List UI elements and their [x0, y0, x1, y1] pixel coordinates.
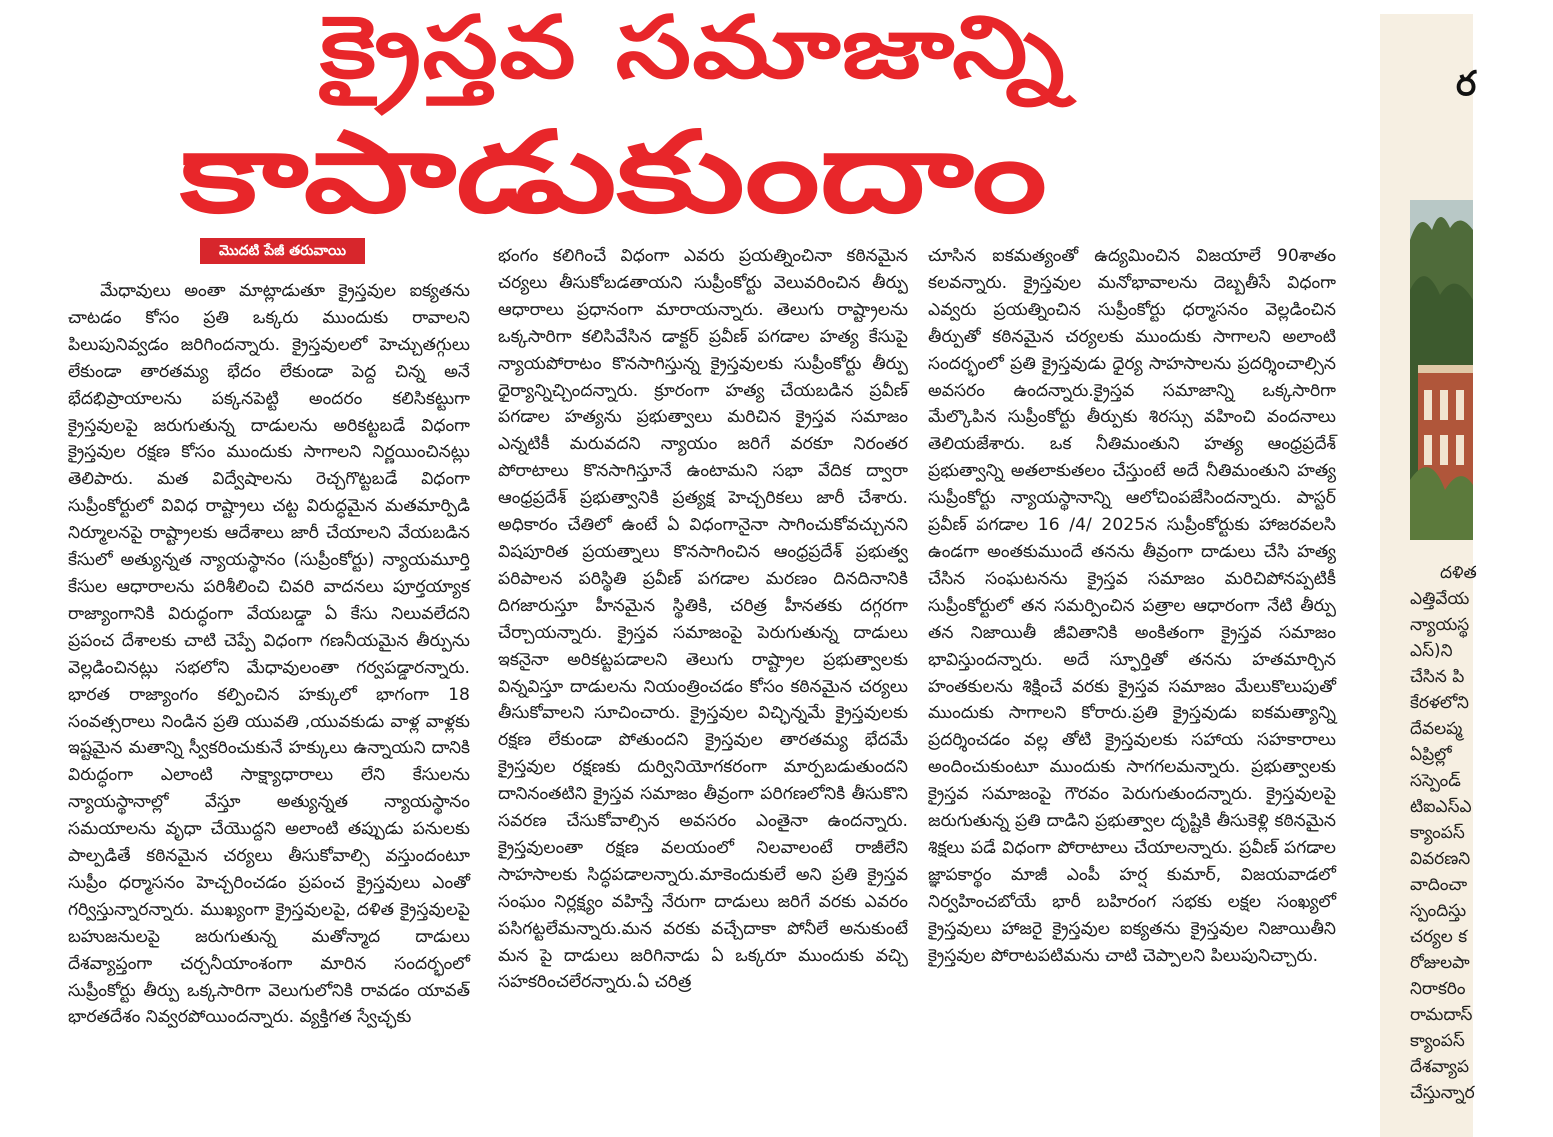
adjacent-article-line: టిఐఎస్ఎ — [1410, 797, 1472, 817]
adjacent-article-line: కేరళలోని — [1410, 693, 1469, 713]
adjacent-article-line: స్పందిస్తు — [1410, 901, 1467, 921]
adjacent-article-line: సస్పెండ్ — [1410, 771, 1461, 791]
adjacent-article-line: దేవలప్మ — [1410, 719, 1463, 739]
adjacent-article-line: దళిత — [1440, 563, 1477, 583]
article-column-3: చూసిన ఐకమత్యంతో ఉద్యమించిన విజయాలే 90శాతం కలవన్నారు. క్రైస్తవుల మనోభావాలను దెబ్బతీసే విధంగా ఎవ్వరు ప్రయత్నించిన సుప్రీంకోర్టు ధర్మాసనం వెల్లడించిన తీర్పుతో కఠినమైన చర్యలకు ముందుకు సాగాలని అలాంటి సందర్భంలో ప్రతి క్రైస్తవుడు ధైర్య సాహసాలను ప్రదర్శించాల్సిన అవసరం ఉందన్నారు.క్రైస్తవ సమాజాన్ని ఒక్కసారిగా మేల్కొపిన సుప్రీంకోర్టు తీర్పుకు శిరస్సు వహించి వందనాలు తెలియజేశారు. ఒక నీతిమంతుని హత్య ఆంధ్రప్రదేశ్ ప్రభుత్వాన్ని అతలాకుతలం చేస్తుంటే అదే నీతిమంతుని హత్య సుప్రీంకోర్టు న్యాయస్థానాన్ని ఆలోచింపజేసిందన్నారు. పాస్టర్ ప్రవీణ్ పగడాల 16 /4/ 2025న సుప్రీంకోర్టుకు హాజరవలసి ఉండగా అంతకుముందే తనను తీవ్రంగా దాడులు చేసి హత్య చేసిన సంఘటనను క్రైస్తవ సమాజం మరిచిపోనప్పటికీ సుప్రీంకోర్టులో తన సమర్పించిన పత్రాల ఆధారంగా నేటి తీర్పు తన నిజాయితీ జీవితానికి అంకితంగా క్రైస్తవ సమాజం భావిస్తుందన్నారు. అదే స్ఫూర్తితో తనను హతమార్చిన హంతకులను శిక్షించే వరకు క్రైస్తవ సమాజం మేలుకొలుపుతో ముందుకు సాగాలని కోరారు.ప్రతి క్రైస్తవుడు ఐకమత్యాన్ని ప్రదర్శించడం వల్ల తోటి క్రైస్తవులకు సహాయ సహకారాలు అందించుకుంటూ ముందుకు సాగగలమన్నారు. ప్రభుత్వాలకు క్రైస్తవ సమాజంపై గౌరవం పెరుగుతుందన్నారు. క్రైస్తవులపై జరుగుతున్న ప్రతి దాడిని ప్రభుత్వాల దృష్టికి తీసుకెళ్లి కఠినమైన శిక్షలు పడే విధంగా పోరాటాలు చేయాలన్నారు. ప్రవీణ్ పగడాల జ్ఞాపకార్థం మాజీ ఎంపీ హర్ష కుమార్, విజయవాడలో నిర్వహించబోయే భారీ బహిరంగ సభకు లక్షల సంఖ్యలో క్రైస్తవులు హాజరై క్రైస్తవుల ఐక్యతను క్రైస్తవుల నిజాయితీని క్రైస్తవుల పోరాటపటిమను చాటి చెప్పాలని పిలుపునిచ్చారు. — [928, 246, 1336, 966]
adjacent-article-line: ఎత్తివేయ — [1410, 589, 1470, 609]
adjacent-article-line: రామదాస్ — [1410, 1005, 1473, 1025]
adjacent-article-line: ఏప్రిల్లో — [1410, 745, 1452, 765]
adjacent-article-line: చర్యల క — [1410, 927, 1468, 947]
adjacent-article-line: ఎస్)ని — [1410, 641, 1453, 661]
adjacent-article-line: రోజులపా — [1410, 953, 1470, 973]
adjacent-article-line: వాదించా — [1410, 875, 1468, 895]
adjacent-article-line: వివరణని — [1410, 849, 1471, 869]
adjacent-article-line: దేశవ్యాప — [1410, 1057, 1470, 1077]
headline-line-2: కాపాడుకుందాం — [180, 108, 1047, 238]
adjacent-article-line: నిరాకరిం — [1410, 979, 1466, 999]
adjacent-article-line: న్యాయస్థ — [1410, 615, 1470, 635]
adjacent-article-line: క్యాంపస్ — [1410, 823, 1465, 843]
headline-line-1: క్రైస్తవ సమాజాన్ని — [320, 0, 1066, 98]
adjacent-article-photo — [1410, 200, 1473, 540]
adjacent-article-text — [1410, 560, 1477, 1137]
article-column-1: మేధావులు అంతా మాట్లాడుతూ క్రైస్తవుల ఐక్యతను చాటడం కోసం ప్రతి ఒక్కరు ముందుకు రావాలని పిలుపునివ్వడం జరిగిందన్నారు. క్రైస్తవులలో హెచ్చుతగ్గులు లేకుండా తారతమ్య భేదం లేకుండా పెద్ద చిన్న అనే భేదభిప్రాయాలను పక్కనపెట్టి అందరం కలిసికట్టుగా క్రైస్తవులపై జరుగుతున్న దాడులను అరికట్టబడే విధంగా క్రైస్తవుల రక్షణ కోసం ముందుకు సాగాలని నిర్ణయించినట్లు తెలిపారు. మత విద్వేషాలను రెచ్చగొట్టబడే విధంగా సుప్రీంకోర్టులో వివిధ రాష్ట్రాలు చట్ట విరుద్ధమైన మతమార్పిడి నిర్మూలనపై రాష్ట్రాలకు ఆదేశాలు జారీ చేయాలని వేయబడిన కేసులో అత్యున్నత న్యాయస్థానం (సుప్రీంకోర్టు) న్యాయమూర్తి కేసుల ఆధారాలను పరిశీలించి చివరి వాదనలు పూర్తయ్యాక రాజ్యాంగానికి విరుద్ధంగా వేయబడ్డా ఏ కేసు నిలువలేదని ప్రపంచ దేశాలకు చాటి చెప్పే విధంగా గణనీయమైన తీర్పును వెల్లడించినట్లు సభలోని మేధావులంతా గర్వపడ్డారన్నారు. భారత రాజ్యాంగం కల్పించిన హక్కులో భాగంగా 18 సంవత్సరాలు నిండిన ప్రతి యువతి ,యువకుడు వాళ్ల వాళ్లకు ఇష్టమైన మతాన్ని స్వీకరించుకునే హక్కులు ఉన్నాయని దానికి విరుద్ధంగా ఎలాంటి సాక్ష్యాధారాలు లేని కేసులను న్యాయస్థానాల్లో వేస్తూ అత్యున్నత న్యాయస్థానం సమయాలను వృధా చేయొద్దని అలాంటి తప్పుడు పనులకు పాల్పడితే కఠినమైన చర్యలు తీసుకోవాల్సి వస్తుందంటూ సుప్రీం ధర్మాసనం హెచ్చరించడం ప్రపంచ క్రైస్తవులు ఎంతో గర్విస్తున్నారన్నారు. ముఖ్యంగా క్రైస్తవులపై, దళిత క్రైస్తవులపై బహుజనులపై జరుగుతున్న మతోన్మాద దాడులు దేశవ్యాప్తంగా చర్చనీయాంశంగా మారిన సందర్భంలో సుప్రీంకోర్టు తీర్పు ఒక్కసారిగా వెలుగులోనికి రావడం యావత్ భారతదేశం నివ్వరపోయిందన్నారు. వ్యక్తిగత స్వేచ్ఛకు — [68, 281, 470, 1028]
adjacent-article-line: క్యాంపస్ — [1410, 1031, 1465, 1051]
adjacent-article-line: చేసిన పి — [1410, 667, 1465, 687]
adjacent-article-heading: ర — [1456, 64, 1477, 104]
article-column-2: భంగం కలిగించే విధంగా ఎవరు ప్రయత్నించినా కఠినమైన చర్యలు తీసుకోబడతాయని సుప్రీంకోర్టు వెలువరించిన తీర్పు ఆధారాలు ప్రధానంగా మారాయన్నారు. తెలుగు రాష్ట్రాలను ఒక్కసారిగా కలిసివేసిన డాక్టర్ ప్రవీణ్ పగడాల హత్య కేసుపై న్యాయపోరాటం కొనసాగిస్తున్న క్రైస్తవులకు సుప్రీంకోర్టు తీర్పు ధైర్యాన్నిచ్చిందన్నారు. క్రూరంగా హత్య చేయబడిన ప్రవీణ్ పగడాల హత్యను ప్రభుత్వాలు మరిచిన క్రైస్తవ సమాజం ఎన్నటికీ మరువదని న్యాయం జరిగే వరకూ నిరంతర పోరాటాలు కొనసాగిస్తూనే ఉంటామని సభా వేదిక ద్వారా ఆంధ్రప్రదేశ్ ప్రభుత్వానికి ప్రత్యక్ష హెచ్చరికలు జారీ చేశారు. అధికారం చేతిలో ఉంటే ఏ విధంగానైనా సాగించుకోవచ్చునని విషపూరిత ప్రయత్నాలు కొనసాగించిన ఆంధ్రప్రదేశ్ ప్రభుత్వ పరిపాలన పరిస్థితి ప్రవీణ్ పగడాల మరణం దినదినానికి దిగజారుస్తూ హీనమైన స్థితికి, చరిత్ర హీనతకు దగ్గరగా చేర్చాయన్నారు. క్రైస్తవ సమాజంపై పెరుగుతున్న దాడులు ఇకనైనా అరికట్టపడాలని తెలుగు రాష్ట్రాల ప్రభుత్వాలకు విన్నవిస్తూ దాడులను నియంత్రించడం కోసం కఠినమైన చర్యలు తీసుకోవాలని సూచించారు. క్రైస్తవుల విచ్ఛిన్నమే క్రైస్తవులకు రక్షణ లేకుండా పోతుందని క్రైస్తవుల తారతమ్య భేదమే క్రైస్తవుల రక్షణకు దుర్వినియోగకరంగా మార్పబడుతుందని దానినంతటిని క్రైస్తవ సమాజం తీవ్రంగా పరిగణలోనికి తీసుకొని సవరణ చేసుకోవాల్సిన అవసరం ఎంతైనా ఉందన్నారు. క్రైస్తవులంతా రక్షణ వలయంలో నిలవాలంటే రాజీలేని సాహసాలకు సిద్ధపడాలన్నారు.మాకెందుకులే అని ప్రతి క్రైస్తవ సంఘం నిర్లక్ష్యం వహిస్తే నేరుగా దాడులు జరిగే వరకు ఎవరం పసిగట్టలేమన్నారు.మన వరకు వచ్చేదాకా పోనీలే అనుకుంటే మన పై దాడులు జరిగినాడు ఏ ఒక్కరూ ముందుకు వచ్చి సహకరించలేరన్నారు.ఏ చరిత్ర — [498, 246, 909, 993]
adjacent-article-line: చేస్తున్నార — [1410, 1083, 1475, 1103]
continued-from-front-page-tag: మొదటి పేజీ తరువాయి — [200, 238, 365, 264]
